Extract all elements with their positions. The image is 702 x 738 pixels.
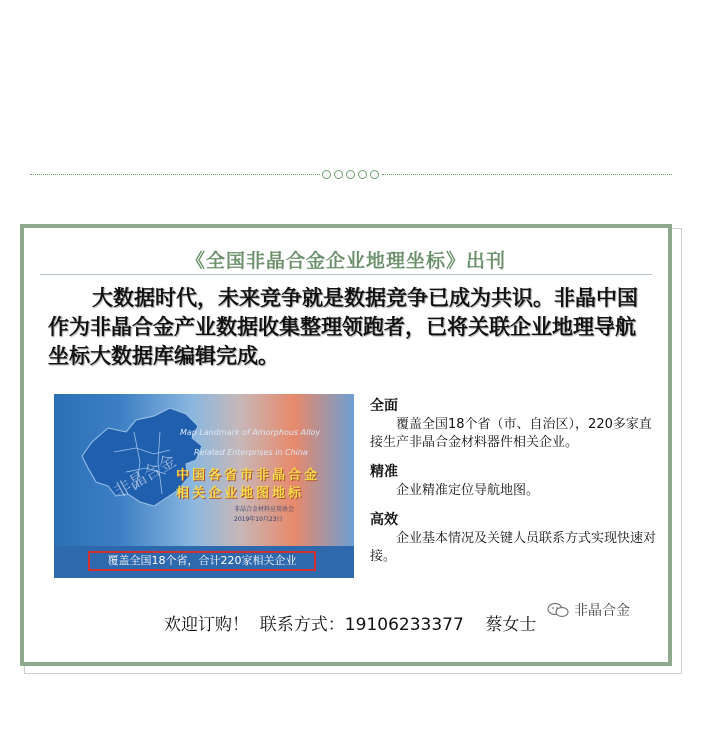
map-english-line1: Map Landmark of Amorphous Alloy [180, 428, 321, 437]
feature-heading: 精准 [370, 464, 398, 480]
divider-dot [346, 170, 355, 179]
map-english-line2: Related Enterprises in China [194, 448, 308, 457]
card-title: 《全国非晶合金企业地理坐标》出刊 [185, 250, 506, 272]
brand-watermark [546, 600, 630, 620]
divider-dot [370, 170, 379, 179]
map-date: 2019年10月23日 [234, 516, 283, 523]
decorative-divider [30, 168, 672, 182]
contact-line: 欢迎订购！ 联系方式：19106233377 蔡女士 [164, 615, 537, 635]
title-rule [40, 274, 652, 275]
brand-name: 非晶合金 [574, 603, 630, 619]
intro-paragraph [48, 284, 648, 371]
divider-line-right [382, 174, 672, 175]
map-chinese-line1: 中国各省市非晶合金 [176, 468, 321, 483]
divider-line-left [30, 174, 320, 175]
map-publisher: 非晶合金材料应用协会 [234, 506, 295, 513]
map-watermark: 非晶合金 [110, 451, 180, 503]
feature-heading: 全面 [370, 398, 398, 414]
divider-dot [358, 170, 367, 179]
divider-dot [334, 170, 343, 179]
map-banner-text: 覆盖全国18个省，合计220家相关企业 [88, 551, 316, 571]
intro-text: 大数据时代，未来竞争就是数据竞争已成为共识。非晶中国作为非晶合金产业数据收集整理领跑者，已将关联企业地理导航坐标大数据库编辑完成。 [48, 286, 638, 368]
features-list [370, 396, 660, 576]
map-chinese-line2: 相关企业地图地标 [176, 486, 305, 501]
map-cover-image [54, 394, 354, 578]
map-banner [54, 546, 354, 578]
wechat-icon [546, 602, 570, 618]
divider-dot [322, 170, 331, 179]
feature-text: 企业精准定位导航地图。 [396, 483, 540, 498]
feature-heading: 高效 [370, 512, 398, 528]
feature-text: 企业基本情况及关键人员联系方式实现快速对接。 [370, 531, 657, 564]
announcement-card [20, 224, 672, 666]
feature-text: 覆盖全国18个省（市、自治区），220多家直接生产非晶合金材料器件相关企业。 [370, 417, 652, 450]
